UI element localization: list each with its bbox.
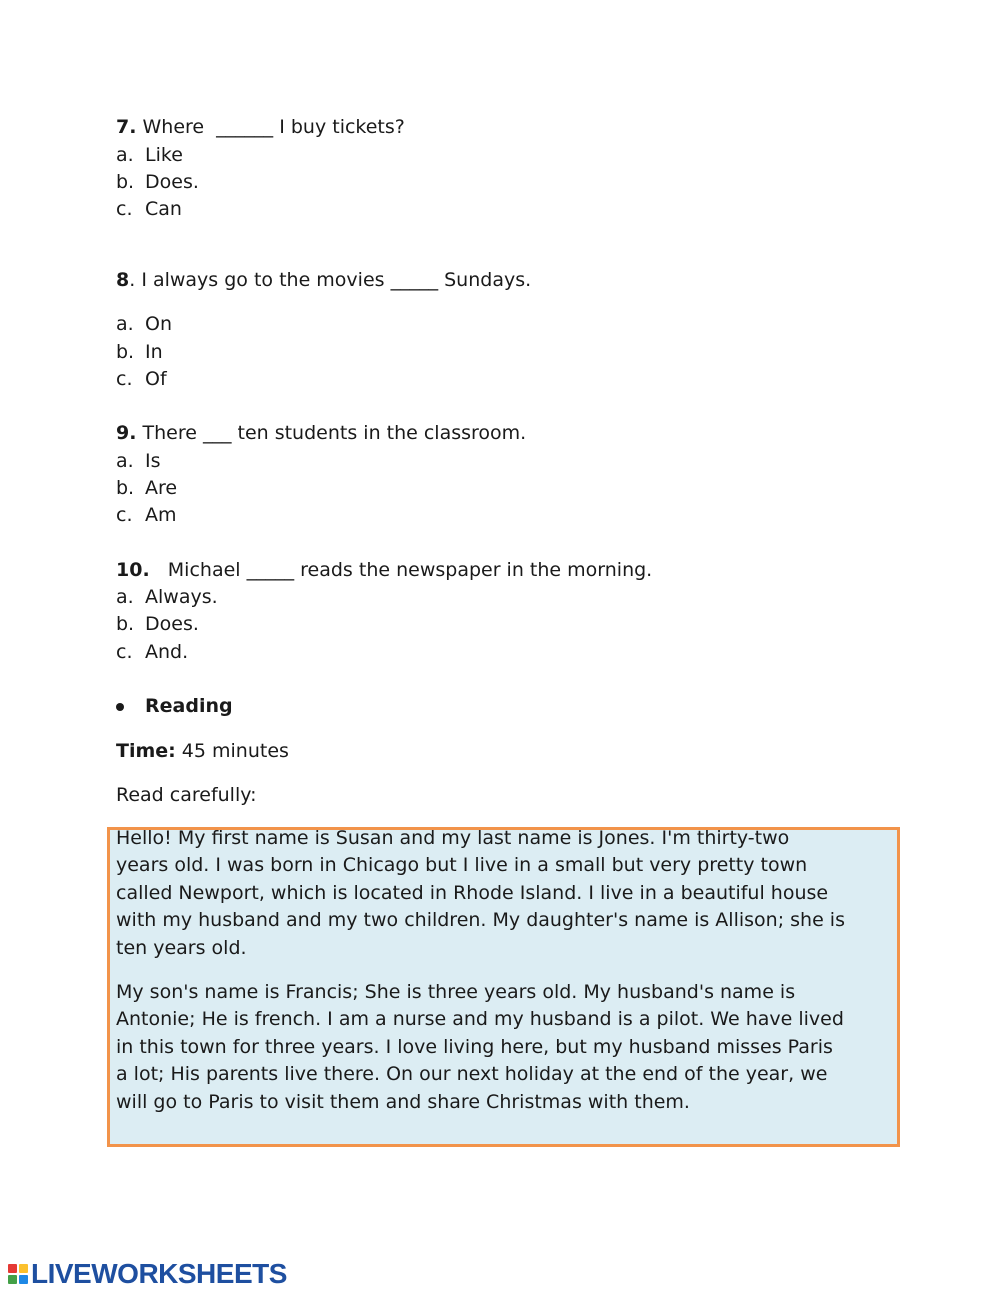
option-8c[interactable]: c. Of <box>116 368 167 390</box>
question-stem: Where ______ I buy tickets? <box>136 116 405 138</box>
option-10b[interactable]: b. Does. <box>116 613 199 635</box>
logo-text: LIVEWORKSHEETS <box>31 1258 287 1289</box>
question-stem: . I always go to the movies _____ Sundays. <box>129 269 532 291</box>
passage-line: will go to Paris to visit them and share Christmas with them. <box>116 1090 690 1113</box>
option-9a[interactable]: a. Is <box>116 450 161 472</box>
bullet-icon <box>116 703 124 711</box>
passage-paragraph-1 <box>116 825 894 962</box>
passage-line: Hello! My first name is Susan and my last name is Jones. I'm thirty-two <box>116 827 790 849</box>
option-10c[interactable]: c. And. <box>116 641 189 663</box>
time-label: Time: <box>116 740 176 762</box>
instruction: Read carefully: <box>116 784 257 806</box>
question-number: 7. <box>116 116 137 138</box>
question-8 <box>116 268 531 292</box>
option-7c[interactable]: c. Can <box>116 198 182 220</box>
question-number: 10. <box>116 559 150 581</box>
question-7 <box>116 115 405 139</box>
question-10 <box>116 558 652 582</box>
question-number: 9. <box>116 422 137 444</box>
option-10a[interactable]: a. Always. <box>116 586 218 608</box>
question-9 <box>116 421 526 445</box>
passage-line: in this town for three years. I love living here, but my husband misses Paris <box>116 1035 833 1058</box>
passage-paragraph-2 <box>116 979 894 1116</box>
question-stem: There ___ ten students in the classroom. <box>136 422 527 444</box>
time-value: 45 minutes <box>175 740 289 762</box>
option-9c[interactable]: c. Am <box>116 504 177 526</box>
passage-line: years old. I was born in Chicago but I live in a small but very pretty town <box>116 854 808 877</box>
option-8b[interactable]: b. In <box>116 341 163 363</box>
option-7b[interactable]: b. Does. <box>116 171 199 193</box>
passage-line: with my husband and my two children. My daughter's name is Allison; she is <box>116 909 845 932</box>
passage-line: Antonie; He is french. I am a nurse and my husband is a pilot. We have lived <box>116 1008 844 1031</box>
question-number: 8 <box>116 269 130 291</box>
passage-line: called Newport, which is located in Rhode Island. I live in a beautiful house <box>116 881 829 904</box>
logo-blocks-icon <box>8 1264 28 1284</box>
option-8a[interactable]: a. On <box>116 313 172 335</box>
liveworksheets-logo[interactable] <box>8 1259 287 1289</box>
passage-line: My son's name is Francis; She is three years old. My husband's name is <box>116 981 796 1003</box>
time-line <box>116 739 289 763</box>
question-stem: Michael _____ reads the newspaper in the morning. <box>149 559 653 581</box>
passage-line: ten years old. <box>116 936 247 959</box>
option-7a[interactable]: a. Like <box>116 144 183 166</box>
section-heading: Reading <box>145 695 233 717</box>
passage-line: a lot; His parents live there. On our next holiday at the end of the year, we <box>116 1063 828 1086</box>
option-9b[interactable]: b. Are <box>116 477 178 499</box>
